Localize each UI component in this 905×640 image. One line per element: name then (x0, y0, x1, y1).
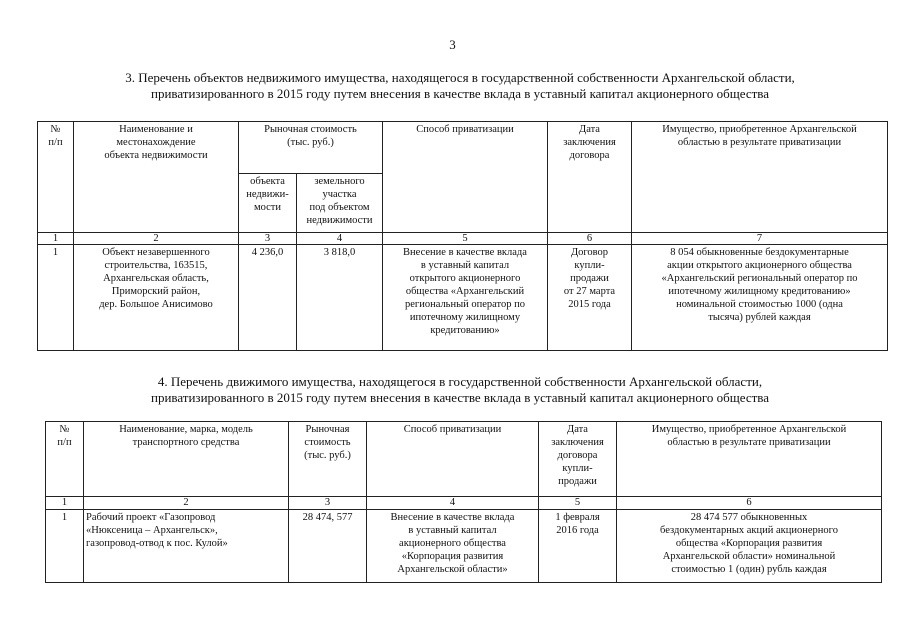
cell-num: 1 (38, 245, 74, 351)
text-line: купли- (574, 260, 605, 271)
text-line: (тыс. руб.) (287, 137, 334, 148)
text-line: строительства, 163515, (104, 260, 208, 271)
header-property (632, 122, 888, 233)
text-line: Архангельская область, (103, 273, 209, 284)
text-line: купли- (562, 463, 593, 474)
text-line: от 27 марта (563, 286, 616, 297)
text-line: мости (253, 202, 282, 213)
text-line: п/п (48, 137, 63, 148)
text-line: открытого акционерного (409, 273, 521, 284)
text-line: областью в результате приватизации (667, 437, 831, 448)
index-cell: 5 (383, 233, 548, 245)
header-property (617, 422, 882, 497)
text-line: под объектом (309, 202, 370, 213)
index-cell: 2 (74, 233, 239, 245)
text-line: Имущество, приобретенное Архангельской (662, 124, 857, 135)
section-3-title-line: 3. Перечень объектов недвижимого имущества, находящегося в государственной собственности Архангельской области, (125, 70, 795, 85)
text-line: общества «Архангельский (405, 286, 525, 297)
section-3-title (40, 70, 880, 102)
text-line: Архангельской области» номинальной (662, 551, 836, 562)
section-3-title-line: приватизированного в 2015 году путем внесения в качестве вклада в уставный капитал акционерного общества (150, 86, 770, 101)
text-line: региональный оператор по (404, 299, 526, 310)
header-name (74, 122, 239, 233)
header-method (383, 122, 548, 233)
header-name (84, 422, 289, 497)
cell-date (539, 510, 617, 583)
page-number: 3 (449, 37, 456, 52)
text-line: недвижимости (306, 215, 373, 226)
index-cell: 4 (297, 233, 383, 245)
header-num (38, 122, 74, 233)
text-line: договора (557, 450, 598, 461)
text-line: общества «Корпорация развития (675, 538, 823, 549)
index-cell: 1 (38, 233, 74, 245)
header-date (548, 122, 632, 233)
text-line: «Нюксеница – Архангельск», (86, 525, 218, 536)
header-value-object (239, 174, 297, 233)
text-line: газопровод-отвод к пос. Кулой» (86, 538, 228, 549)
text-line: Способ приватизации (403, 424, 502, 435)
text-line: ипотечному жилищному (409, 312, 521, 323)
text-line: Внесение в качестве вклада (403, 247, 527, 258)
cell-method (383, 245, 548, 351)
cell-num: 1 (46, 510, 84, 583)
text-line: Рыночная (305, 424, 350, 435)
text-line: областью в результате приватизации (677, 137, 842, 148)
text-line: Приморский район, (111, 286, 201, 297)
text-line: недвижи- (246, 189, 289, 200)
index-cell: 3 (289, 497, 367, 510)
header-num (46, 422, 84, 497)
cell-property (632, 245, 888, 351)
text-line: стоимостью 1 (один) рубль каждая (671, 564, 827, 575)
text-line: бездокументарных акций акционерного (660, 525, 838, 536)
index-cell: 5 (539, 497, 617, 510)
text-line: акционерного общества (399, 538, 506, 549)
text-line: Рыночная стоимость (264, 124, 357, 135)
text-line: продажи (570, 273, 609, 284)
header-value-land (297, 174, 383, 233)
index-cell: 6 (617, 497, 882, 510)
index-cell: 7 (632, 233, 888, 245)
text-line: № (59, 424, 70, 435)
text-line: дер. Большое Анисимово (99, 299, 213, 310)
text-line: 2015 года (568, 299, 611, 310)
section-4-title-line: 4. Перечень движимого имущества, находящегося в государственной собственности Архангельской области, (157, 374, 763, 389)
text-line: участка (322, 189, 357, 200)
text-line: Дата (579, 124, 600, 135)
text-line: Дата (567, 424, 588, 435)
text-line: продажи (558, 476, 597, 487)
real-estate-table (37, 121, 888, 351)
text-line: (тыс. руб.) (304, 450, 351, 461)
text-line: 2016 года (556, 525, 599, 536)
text-line: договора (569, 150, 610, 161)
header-market-value (239, 122, 383, 174)
text-line: объекта недвижимости (104, 150, 208, 161)
text-line: Рабочий проект «Газопровод (86, 512, 216, 523)
text-line: 1 февраля (555, 512, 600, 523)
index-cell: 2 (84, 497, 289, 510)
cell-property (617, 510, 882, 583)
cell-value: 28 474, 577 (289, 510, 367, 583)
text-line: тысяча) рублей каждая (708, 312, 811, 323)
text-line: Способ приватизации (416, 124, 514, 135)
text-line: земельного (314, 176, 365, 187)
column-index-row (46, 497, 882, 510)
header-method (367, 422, 539, 497)
text-line: «Архангельский региональный оператор по (661, 273, 858, 284)
index-cell: 6 (548, 233, 632, 245)
cell-method (367, 510, 539, 583)
text-line: акции открытого акционерного общества (667, 260, 852, 271)
table-row (46, 510, 882, 583)
text-line: транспортного средства (132, 437, 240, 448)
cell-date (548, 245, 632, 351)
text-line: 8 054 обыкновенные бездокументарные (670, 247, 849, 258)
text-line: в уставный капитал (408, 525, 497, 536)
table-row (38, 245, 888, 351)
section-4-title-line: приватизированного в 2015 году путем внесения в качестве вклада в уставный капитал акционерного общества (150, 390, 770, 405)
text-line: ипотечному жилищному кредитованию» (668, 286, 851, 297)
text-line: Договор (570, 247, 609, 258)
text-line: Наименование и (119, 124, 193, 135)
text-line: Наименование, марка, модель (119, 424, 253, 435)
text-line: заключения (551, 437, 604, 448)
index-cell: 1 (46, 497, 84, 510)
text-line: п/п (57, 437, 72, 448)
text-line: заключения (563, 137, 616, 148)
cell-value-land: 3 818,0 (297, 245, 383, 351)
text-line: Внесение в качестве вклада (390, 512, 515, 523)
text-line: местонахождение (116, 137, 196, 148)
cell-value-object: 4 236,0 (239, 245, 297, 351)
text-line: Имущество, приобретенное Архангельской (651, 424, 847, 435)
text-line: стоимость (304, 437, 351, 448)
index-cell: 3 (239, 233, 297, 245)
movable-property-table (45, 421, 882, 583)
column-index-row (38, 233, 888, 245)
text-line: объекта (250, 176, 285, 187)
cell-name (84, 510, 289, 583)
cell-name (74, 245, 239, 351)
text-line: в уставный капитал (420, 260, 510, 271)
text-line: Архангельской области» (397, 564, 508, 575)
text-line: 28 474 577 обыкновенных (690, 512, 808, 523)
section-4-title (40, 374, 880, 406)
text-line: «Корпорация развития (401, 551, 504, 562)
index-cell: 4 (367, 497, 539, 510)
text-line: кредитованию» (430, 325, 500, 336)
text-line: № (50, 124, 61, 135)
header-date (539, 422, 617, 497)
text-line: номинальной стоимостью 1000 (одна (676, 299, 843, 310)
text-line: Объект незавершенного (102, 247, 210, 258)
header-market-value (289, 422, 367, 497)
